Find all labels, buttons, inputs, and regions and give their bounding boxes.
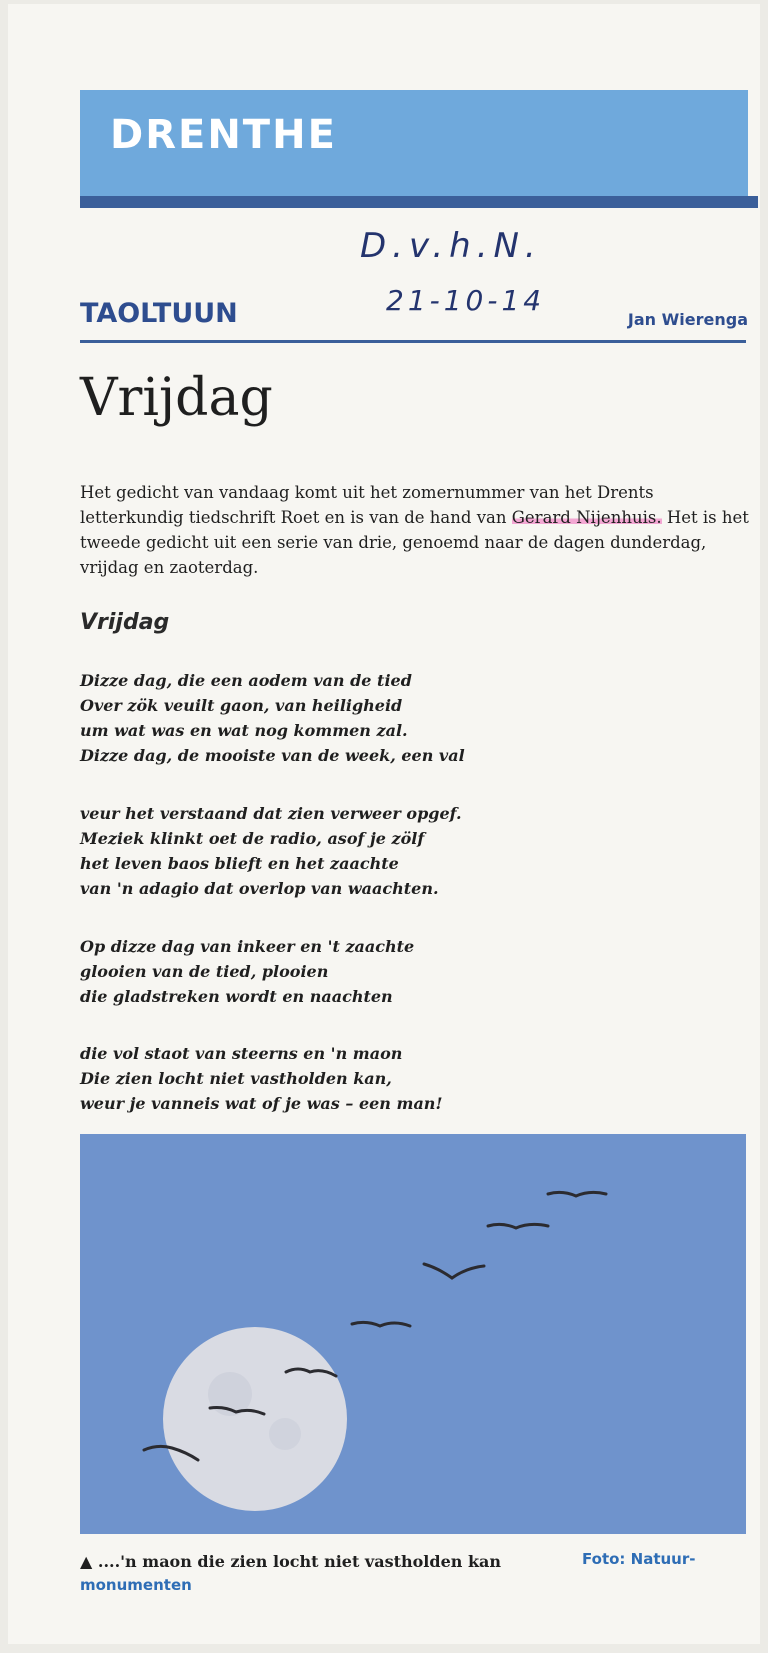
banner-rule (80, 196, 758, 208)
intro-text: Het gedicht van vandaag komt uit het zomernummer van het Drents letterkundig tiedschrift Roet en is van de hand van (80, 483, 654, 527)
poem-stanza-2 (80, 801, 462, 901)
poem-line: van 'n adagio dat overlop van waachten. (80, 879, 439, 898)
moon-geese-photo (80, 1134, 746, 1534)
poem-stanza-4 (80, 1041, 442, 1116)
handwritten-source-note: D.v.h.N. (360, 226, 542, 266)
intro-text-continued: Het is het tweede gedicht uit een serie van drie, genoemd naar de dagen dunderdag, vrijdag en zaoterdag. (80, 508, 749, 577)
photo-illustration (80, 1134, 746, 1534)
photo-credit-continued: monumenten (80, 1576, 192, 1594)
poem-line: glooien van de tied, plooien (80, 962, 329, 981)
highlighted-poet-name: Gerard Nijenhuis. (511, 508, 662, 527)
section-rule (80, 340, 746, 343)
author-byline: Jan Wierenga (627, 310, 748, 329)
poem-line: veur het verstaand dat zien verweer opgef. (80, 804, 462, 823)
moon-crater (269, 1418, 301, 1450)
poem-line: die gladstreken wordt en naachten (80, 987, 393, 1006)
poem-line: weur je vanneis wat of je was – een man! (80, 1094, 443, 1113)
poem-line: het leven baos blieft en het zaachte (80, 854, 399, 873)
poem-line: Over zök veuilt gaon, van heiligheid (80, 696, 403, 715)
poem-line: Op dizze dag van inkeer en 't zaachte (80, 937, 415, 956)
region-banner-title: DRENTHE (110, 112, 337, 158)
poem-line: Die zien locht niet vastholden kan, (80, 1069, 392, 1088)
photo-caption: ▲ ....'n maon die zien locht niet vastholden kan (80, 1552, 502, 1571)
poem-stanza-3 (80, 934, 414, 1009)
poem-line: die vol staot van steerns en 'n maon (80, 1044, 403, 1063)
moon-icon (163, 1327, 347, 1511)
article-headline: Vrijdag (80, 368, 273, 428)
handwritten-date-note: 21-10-14 (386, 284, 546, 317)
poem-title: Vrijdag (80, 610, 170, 635)
sky (80, 1134, 746, 1534)
poem-line: Dizze dag, die een aodem van de tied (80, 671, 412, 690)
poem-line: Meziek klinkt oet de radio, asof je zölf (80, 829, 425, 848)
photo-credit: Foto: Natuur- (582, 1550, 696, 1568)
section-heading: TAOLTUUN (80, 298, 238, 329)
poem-line: Dizze dag, de mooiste van de week, een val (80, 746, 465, 765)
article-intro (80, 480, 760, 580)
poem-stanza-1 (80, 668, 465, 768)
poem-line: um wat was en wat nog kommen zal. (80, 721, 408, 740)
